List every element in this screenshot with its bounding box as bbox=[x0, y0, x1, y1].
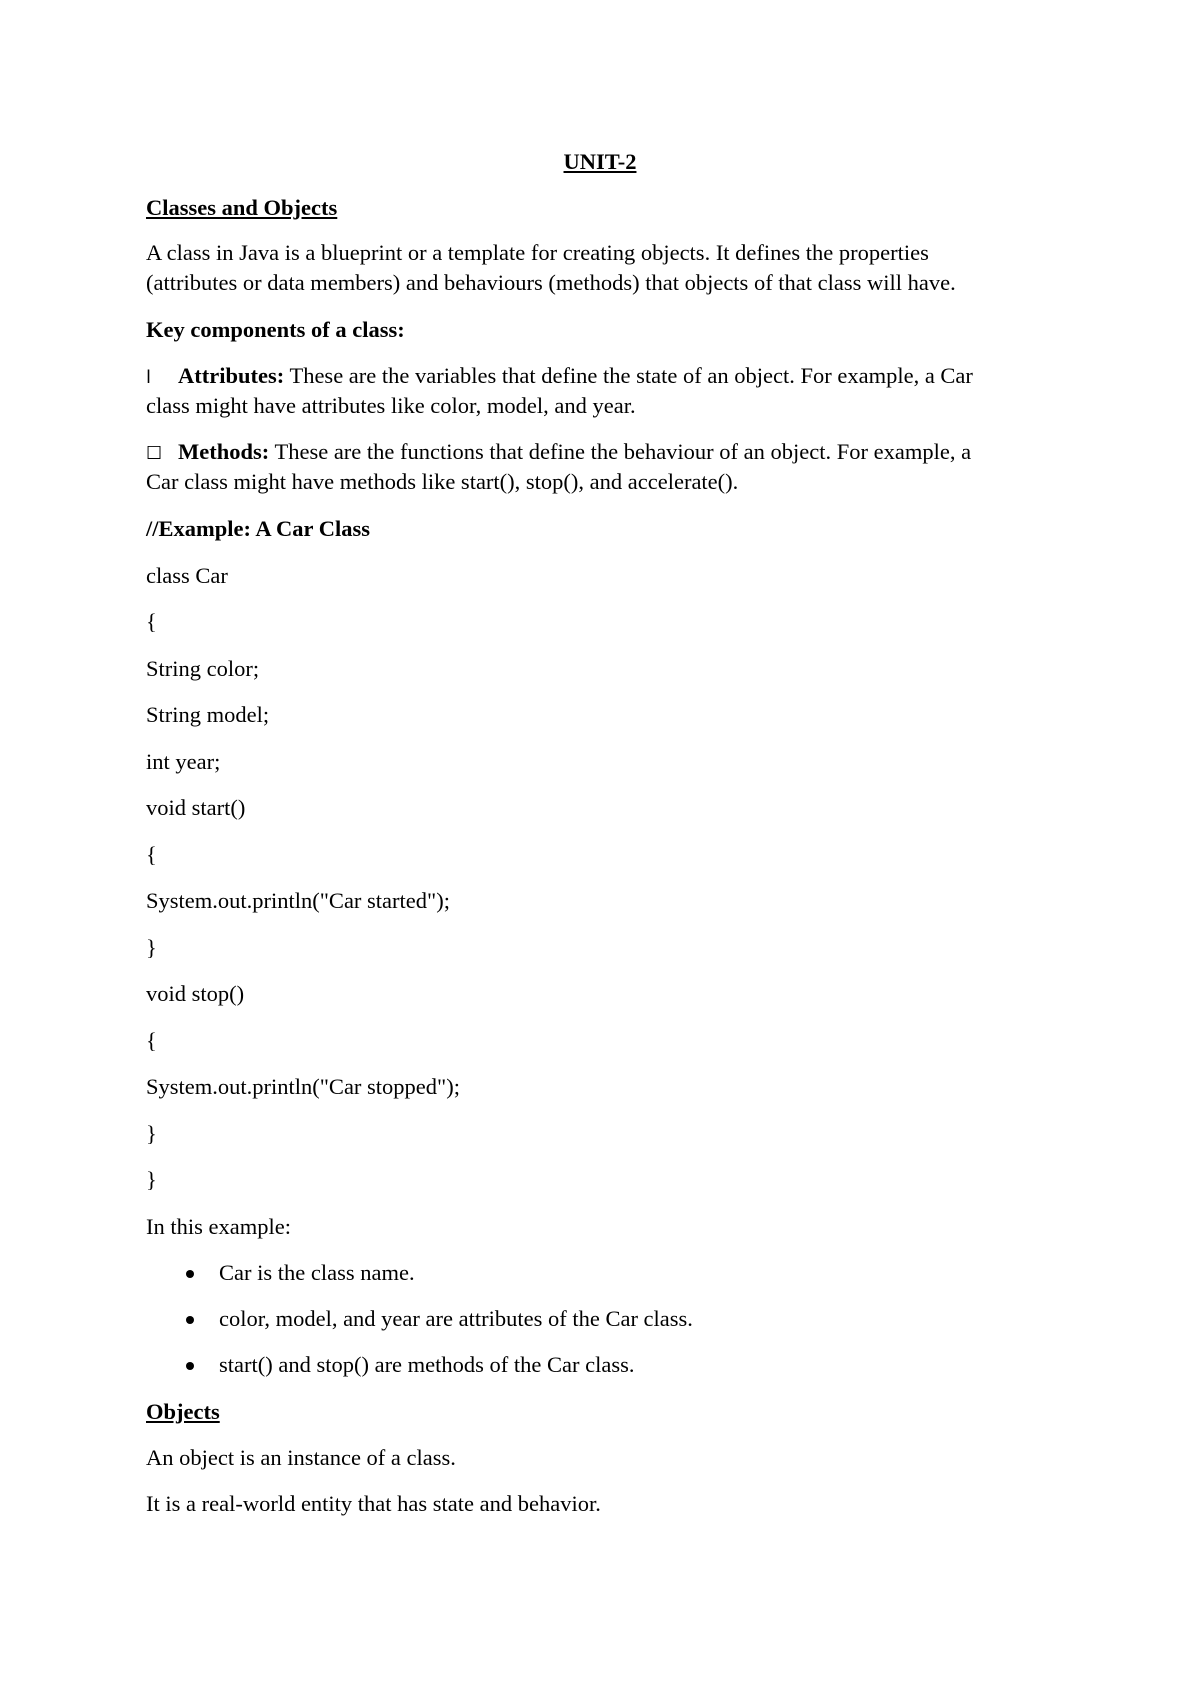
code-line: { bbox=[146, 842, 157, 867]
code-line: String color; bbox=[146, 656, 260, 681]
objects-line-2: It is a real-world entity that has state and behavior. bbox=[146, 1491, 601, 1516]
attributes-line-1 bbox=[146, 361, 973, 393]
bullet-icon bbox=[186, 1316, 194, 1324]
unit-heading: UNIT-2 bbox=[563, 149, 637, 174]
bullet-icon bbox=[186, 1270, 194, 1278]
attributes-text: These are the variables that define the state of an object. For example, a Car bbox=[284, 363, 973, 388]
code-line: System.out.println("Car started"); bbox=[146, 888, 450, 913]
methods-label: Methods: bbox=[178, 439, 270, 464]
code-line: class Car bbox=[146, 563, 228, 588]
intro-line-2: (attributes or data members) and behaviours (methods) that objects of that class will have. bbox=[146, 270, 956, 295]
key-components-title: Key components of a class: bbox=[146, 317, 405, 342]
code-line: } bbox=[146, 935, 157, 960]
code-line: System.out.println("Car stopped"); bbox=[146, 1074, 460, 1099]
code-line: int year; bbox=[146, 749, 221, 774]
explain-title: In this example: bbox=[146, 1214, 291, 1239]
code-line: void start() bbox=[146, 795, 246, 820]
methods-symbol-icon: ☐ bbox=[146, 443, 163, 464]
code-line: { bbox=[146, 609, 157, 634]
attributes-line-2: class might have attributes like color, model, and year. bbox=[146, 393, 636, 418]
objects-title: Objects bbox=[146, 1399, 220, 1424]
code-line: } bbox=[146, 1121, 157, 1146]
code-line: { bbox=[146, 1028, 157, 1053]
bullet-item: color, model, and year are attributes of the Car class. bbox=[219, 1306, 693, 1331]
methods-text: These are the functions that define the behaviour of an object. For example, a bbox=[269, 439, 972, 464]
example-title: //Example: A Car Class bbox=[146, 516, 370, 541]
attributes-symbol-icon: l bbox=[146, 367, 152, 388]
methods-line-2: Car class might have methods like start(), stop(), and accelerate(). bbox=[146, 469, 739, 494]
attributes-label: Attributes: bbox=[178, 363, 285, 388]
objects-line-1: An object is an instance of a class. bbox=[146, 1445, 456, 1470]
classes-and-objects-title: Classes and Objects bbox=[146, 195, 338, 220]
code-line: String model; bbox=[146, 702, 270, 727]
code-line: void stop() bbox=[146, 981, 245, 1006]
bullet-item: Car is the class name. bbox=[219, 1260, 415, 1285]
intro-line-1: A class in Java is a blueprint or a template for creating objects. It defines the properties bbox=[146, 240, 929, 265]
methods-line-1 bbox=[146, 437, 971, 469]
code-line: } bbox=[146, 1167, 157, 1192]
bullet-icon bbox=[186, 1362, 194, 1370]
bullet-item: start() and stop() are methods of the Car class. bbox=[219, 1352, 635, 1377]
